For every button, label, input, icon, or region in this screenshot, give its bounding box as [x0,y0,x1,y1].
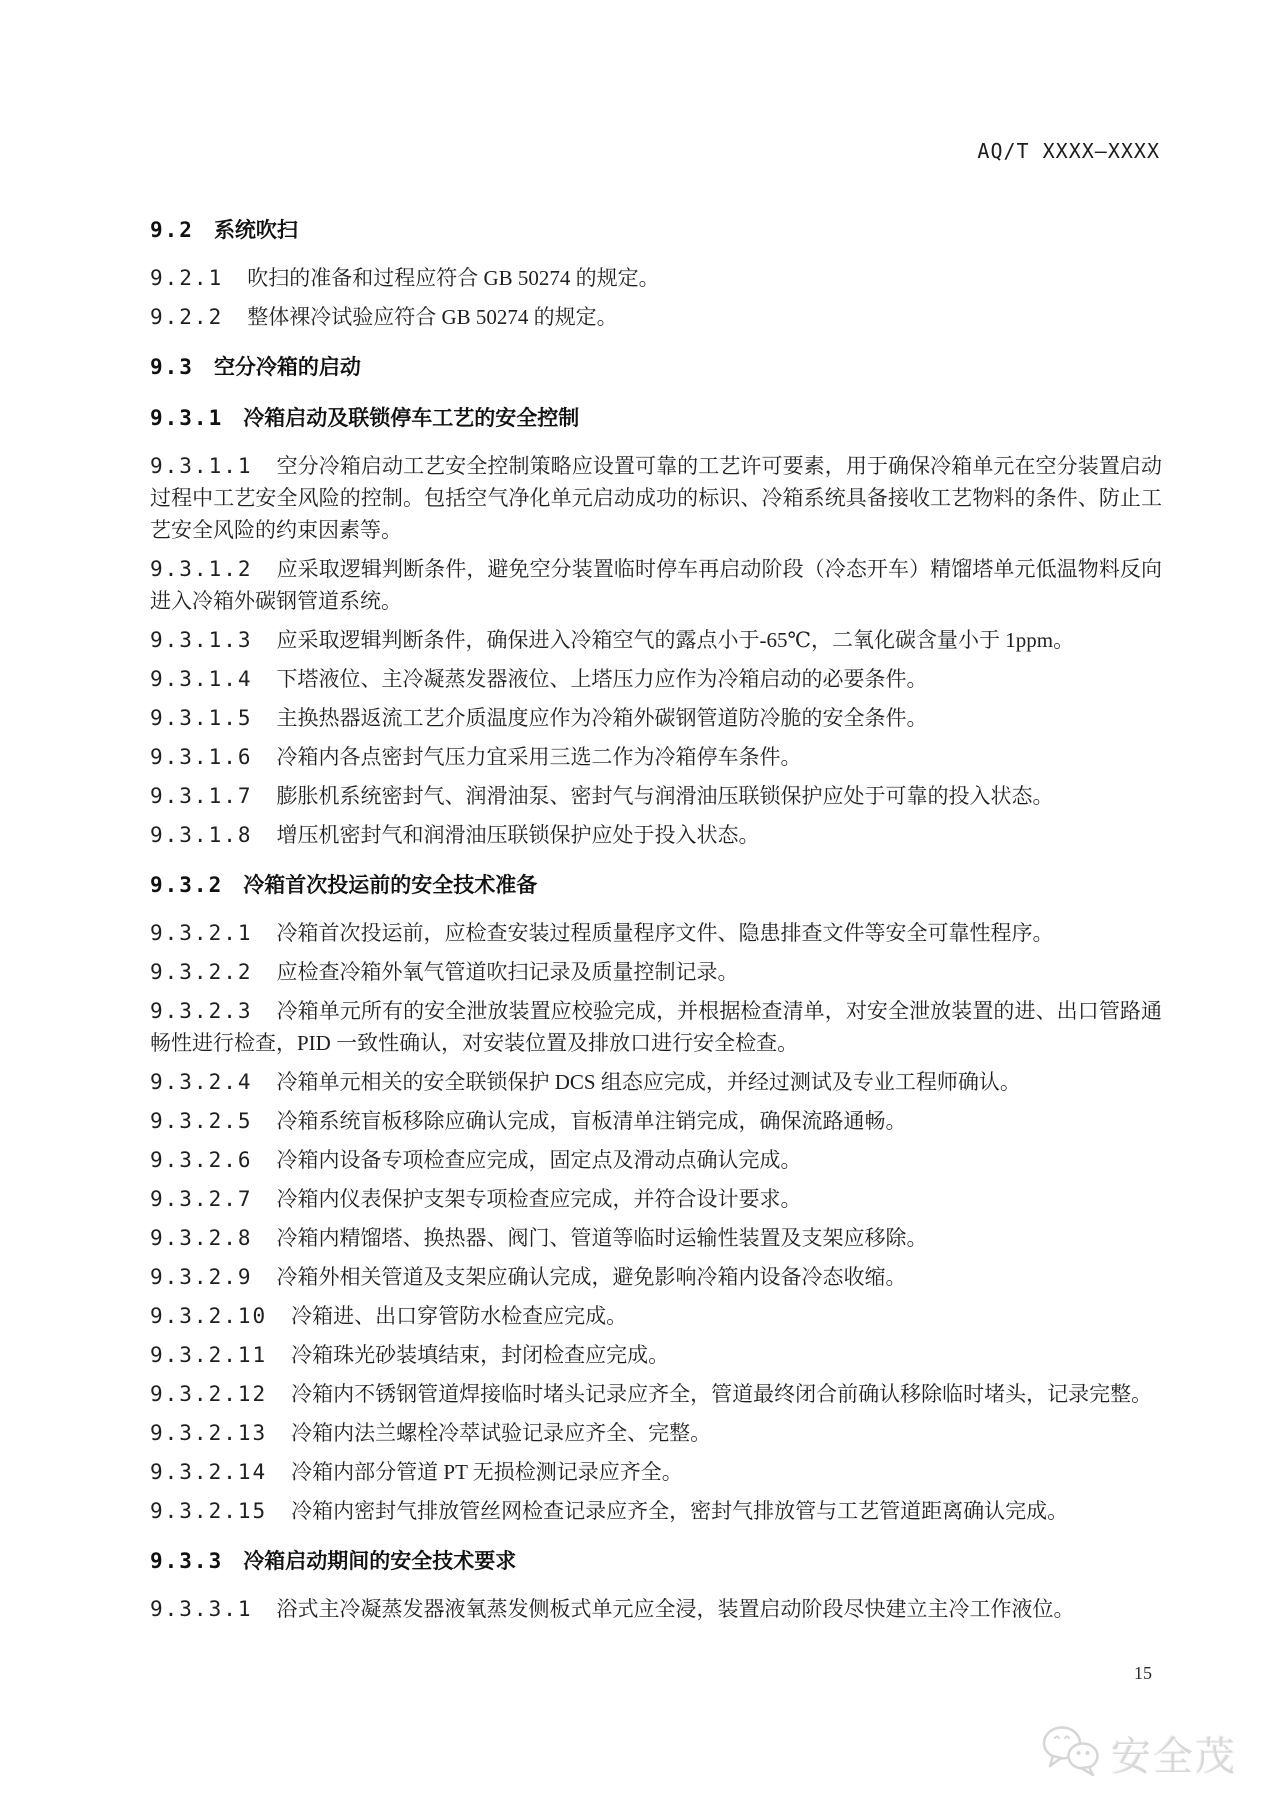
clause-text: 冷箱内各点密封气压力宜采用三选二作为冷箱停车条件。 [276,745,802,769]
clause-paragraph [150,917,1162,949]
clause-paragraph [150,1066,1162,1098]
clause-number: 9.3.2.15 [150,1499,268,1523]
clause-text: 浴式主冷凝蒸发器液氧蒸发侧板式单元应全浸，装置启动阶段尽快建立主冷工作液位。 [276,1597,1075,1621]
clause-number: 9.3.1.4 [150,667,253,691]
clause-paragraph [150,995,1162,1059]
clause-text: 冷箱外相关管道及支架应确认完成，避免影响冷箱内设备冷态收缩。 [276,1265,907,1289]
clause-number: 9.3.1.2 [150,557,253,581]
watermark-text: 安全茂 [1111,1735,1237,1779]
heading-text: 空分冷箱的启动 [213,356,361,379]
clause-number: 9.2.2 [150,305,224,329]
heading-text: 冷箱启动及联锁停车工艺的安全控制 [243,407,580,430]
clause-text: 冷箱内部分管道 PT 无损检测记录应齐全。 [291,1460,683,1484]
clause-text: 冷箱内法兰螺栓冷萃试验记录应齐全、完整。 [291,1421,712,1445]
clause-paragraph [150,1593,1162,1625]
document-body [150,0,1162,1632]
clause-paragraph [150,624,1162,656]
clause-paragraph [150,1105,1162,1137]
clause-number: 9.3.2.5 [150,1109,253,1133]
clause-number: 9.3.2.10 [150,1304,268,1328]
clause-number: 9.3.2.9 [150,1265,253,1289]
clause-number: 9.3.2.14 [150,1460,268,1484]
clause-paragraph [150,262,1162,294]
clause-paragraph [150,1300,1162,1332]
clause-number: 9.3.2.1 [150,921,253,945]
clause-text: 冷箱系统盲板移除应确认完成，盲板清单注销完成，确保流路通畅。 [276,1109,907,1133]
heading-text: 系统吹扫 [213,219,298,242]
clause-text: 冷箱内仪表保护支架专项检查应完成，并符合设计要求。 [276,1187,802,1211]
section-heading [150,402,1162,435]
clause-number: 9.3.1 [150,406,224,430]
clause-text: 增压机密封气和润滑油压联锁保护应处于投入状态。 [276,823,760,847]
clause-text: 空分冷箱启动工艺安全控制策略应设置可靠的工艺许可要素，用于确保冷箱单元在空分装置启动过程中工艺安全风险的控制。包括空气净化单元启动成功的标识、冷箱系统具备接收工艺物料的条件、防止工艺安全风险的约束因素等。 [150,454,1162,542]
clause-number: 9.3.3.1 [150,1597,253,1621]
clause-number: 9.2 [150,218,194,242]
clause-text: 冷箱首次投运前，应检查安装过程质量程序文件、隐患排查文件等安全可靠性程序。 [276,921,1054,945]
clause-paragraph [150,663,1162,695]
clause-text: 膨胀机系统密封气、润滑油泵、密封气与润滑油压联锁保护应处于可靠的投入状态。 [276,784,1054,808]
wechat-chat-bubbles-icon [1039,1724,1103,1783]
clause-number: 9.3.1.5 [150,706,253,730]
clause-paragraph [150,702,1162,734]
section-heading [150,351,1162,384]
clause-text: 吹扫的准备和过程应符合 GB 50274 的规定。 [247,266,660,290]
clause-number: 9.3.2.11 [150,1343,268,1367]
clause-paragraph [150,741,1162,773]
clause-paragraph [150,1456,1162,1488]
clause-number: 9.2.1 [150,266,224,290]
section-heading [150,1545,1162,1578]
clause-text: 冷箱单元相关的安全联锁保护 DCS 组态应完成，并经过测试及专业工程师确认。 [276,1070,1021,1094]
clause-paragraph [150,1378,1162,1410]
clause-number: 9.3.1.7 [150,784,253,808]
section-heading [150,869,1162,902]
clause-paragraph [150,553,1162,617]
clause-number: 9.3.2.13 [150,1421,268,1445]
clause-text: 冷箱内不锈钢管道焊接临时堵头记录应齐全，管道最终闭合前确认移除临时堵头，记录完整。 [291,1382,1153,1406]
clause-paragraph [150,450,1162,546]
clause-text: 下塔液位、主冷凝蒸发器液位、上塔压力应作为冷箱启动的必要条件。 [276,667,928,691]
clause-number: 9.3.3 [150,1549,224,1573]
clause-number: 9.3 [150,355,194,379]
clause-text: 冷箱内精馏塔、换热器、阀门、管道等临时运输性装置及支架应移除。 [276,1226,928,1250]
clause-text: 冷箱内设备专项检查应完成，固定点及滑动点确认完成。 [276,1148,802,1172]
clause-number: 9.3.2.4 [150,1070,253,1094]
clause-number: 9.3.2.7 [150,1187,253,1211]
clause-text: 应检查冷箱外氧气管道吹扫记录及质量控制记录。 [276,960,739,984]
clause-text: 主换热器返流工艺介质温度应作为冷箱外碳钢管道防冷脆的安全条件。 [276,706,928,730]
clause-number: 9.3.2.2 [150,960,253,984]
clause-number: 9.3.2.6 [150,1148,253,1172]
clause-number: 9.3.1.3 [150,628,253,652]
clause-paragraph [150,1183,1162,1215]
clause-text: 冷箱进、出口穿管防水检查应完成。 [291,1304,628,1328]
heading-text: 冷箱启动期间的安全技术要求 [243,1550,517,1573]
clause-paragraph [150,780,1162,812]
heading-text: 冷箱首次投运前的安全技术准备 [243,874,538,897]
clause-text: 冷箱内密封气排放管丝网检查记录应齐全，密封气排放管与工艺管道距离确认完成。 [291,1499,1069,1523]
clause-paragraph [150,1144,1162,1176]
page-number: 15 [1134,1663,1152,1683]
section-heading [150,214,1162,247]
clause-number: 9.3.1.6 [150,745,253,769]
clause-number: 9.3.2.3 [150,999,253,1023]
clause-text: 应采取逻辑判断条件，确保进入冷箱空气的露点小于-65℃，二氧化碳含量小于 1ppm。 [276,628,1075,652]
clause-number: 9.3.2 [150,873,224,897]
standard-number-header: AQ/T XXXX—XXXX [977,139,1160,163]
clause-number: 9.3.2.8 [150,1226,253,1250]
clause-paragraph [150,1222,1162,1254]
clause-text: 应采取逻辑判断条件，避免空分装置临时停车再启动阶段（冷态开车）精馏塔单元低温物料反向进入冷箱外碳钢管道系统。 [150,557,1162,613]
clause-paragraph [150,1417,1162,1449]
clause-paragraph [150,1339,1162,1371]
clause-paragraph [150,819,1162,851]
clause-number: 9.3.1.1 [150,454,253,478]
clause-text: 冷箱珠光砂装填结束，封闭检查应完成。 [291,1343,670,1367]
clause-paragraph [150,1495,1162,1527]
clause-number: 9.3.1.8 [150,823,253,847]
clause-paragraph [150,956,1162,988]
watermark [1039,1724,1237,1783]
clause-paragraph [150,301,1162,333]
clause-text: 整体裸冷试验应符合 GB 50274 的规定。 [247,305,618,329]
clause-paragraph [150,1261,1162,1293]
clause-text: 冷箱单元所有的安全泄放装置应校验完成，并根据检查清单，对安全泄放装置的进、出口管路通畅性进行检查，PID 一致性确认，对安装位置及排放口进行安全检查。 [150,999,1162,1055]
clause-number: 9.3.2.12 [150,1382,268,1406]
